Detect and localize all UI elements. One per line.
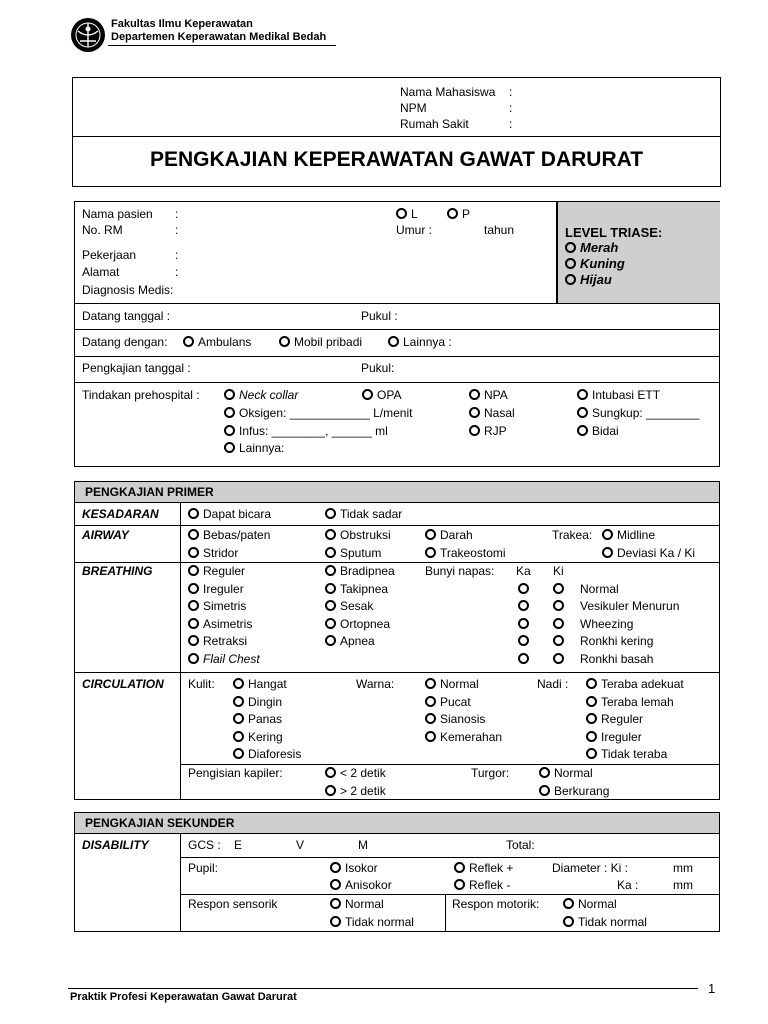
sensory-abnormal-option[interactable]: Tidak normal — [330, 915, 414, 929]
radio-icon — [233, 696, 244, 707]
radio-icon — [586, 748, 597, 759]
radio-icon — [325, 618, 336, 629]
divider — [180, 894, 720, 895]
radio-icon — [425, 731, 436, 742]
arrival-private-car-option[interactable]: Mobil pribadi — [279, 335, 362, 349]
diameter-right-unit: mm — [673, 878, 693, 892]
sound-normal-ka[interactable] — [518, 582, 533, 596]
radio-icon — [565, 242, 576, 253]
capillary-more-2-option[interactable]: > 2 detik — [325, 784, 386, 798]
radio-icon — [553, 600, 564, 611]
radio-icon — [539, 767, 550, 778]
radio-icon — [425, 713, 436, 724]
divider — [74, 525, 720, 526]
radio-icon — [563, 898, 574, 909]
radio-icon — [586, 696, 597, 707]
airway-blood-option[interactable]: Darah — [425, 528, 473, 542]
arrival-time-label: Pukul : — [361, 309, 398, 323]
radio-icon — [188, 508, 199, 519]
age-label: Umur : — [396, 223, 432, 237]
airway-tracheostomy-option[interactable]: Trakeostomi — [425, 546, 506, 560]
divider — [74, 672, 720, 673]
trachea-midline-option[interactable]: Midline — [602, 528, 655, 542]
sensory-normal-option[interactable]: Normal — [330, 897, 384, 911]
sound-wet-rhonchi-label: Ronkhi basah — [580, 652, 654, 666]
divider — [74, 303, 720, 304]
radio-icon — [586, 678, 597, 689]
student-hospital-label: Rumah Sakit — [400, 117, 469, 131]
neck-collar-option[interactable]: Neck collar — [224, 388, 298, 402]
university-logo-icon — [70, 17, 106, 53]
student-npm-label: NPM — [400, 101, 427, 115]
radio-icon — [518, 600, 529, 611]
turgor-label: Turgor: — [471, 766, 510, 780]
apnea-option[interactable]: Apnea — [325, 634, 375, 648]
pulse-label: Nadi : — [537, 677, 569, 691]
record-number-label: No. RM — [82, 223, 123, 237]
radio-icon — [602, 529, 613, 540]
airway-stridor-option[interactable]: Stridor — [188, 546, 238, 560]
circulation-label: CIRCULATION — [82, 677, 164, 691]
radio-icon — [454, 862, 465, 873]
radio-icon — [388, 336, 399, 347]
sensory-response-label: Respon sensorik — [188, 897, 278, 911]
radio-icon — [447, 208, 458, 219]
radio-icon — [577, 407, 588, 418]
pupil-isocor-option[interactable]: Isokor — [330, 861, 378, 875]
colon: : — [175, 265, 179, 279]
radio-icon — [518, 618, 529, 629]
sound-normal-ki[interactable] — [553, 582, 568, 596]
radio-icon — [325, 583, 336, 594]
disability-label: DISABILITY — [82, 838, 149, 852]
arrival-date-label: Datang tanggal : — [82, 309, 171, 323]
sex-male-option[interactable]: L — [396, 207, 418, 221]
motor-normal-option[interactable]: Normal — [563, 897, 617, 911]
breathing-label: BREATHING — [82, 564, 153, 578]
cpr-option[interactable]: RJP — [469, 424, 507, 438]
divider — [74, 562, 720, 563]
sound-dry-rhonchi-ki[interactable] — [553, 634, 568, 648]
radio-icon — [279, 336, 290, 347]
skin-label: Kulit: — [188, 677, 215, 691]
radio-icon — [233, 731, 244, 742]
opa-option[interactable]: OPA — [362, 388, 401, 402]
radio-icon — [330, 898, 341, 909]
arrival-other-option[interactable]: Lainnya : — [388, 335, 452, 349]
color-label: Warna: — [356, 677, 395, 691]
reflex-negative-option[interactable]: Reflek - — [454, 878, 510, 892]
npa-option[interactable]: NPA — [469, 388, 508, 402]
radio-icon — [425, 678, 436, 689]
breathing-regular-option[interactable]: Reguler — [188, 564, 245, 578]
oxygen-option[interactable]: Oksigen: ____________ L/menit — [224, 406, 412, 420]
colon: : — [509, 85, 513, 99]
pulse-adequate-option[interactable]: Teraba adekuat — [586, 677, 684, 691]
arrival-mode-label: Datang dengan: — [82, 335, 168, 349]
tachypnea-option[interactable]: Takipnea — [325, 582, 388, 596]
gcs-eye-label: E — [234, 838, 243, 852]
trachea-deviation-option[interactable]: Deviasi Ka / Ki — [602, 546, 695, 560]
pupil-anisocor-option[interactable]: Anisokor — [330, 878, 392, 892]
divider — [445, 894, 446, 932]
footer-rule — [68, 988, 698, 989]
gcs-label: GCS : — [188, 838, 221, 852]
radio-icon — [183, 336, 194, 347]
other-action-option[interactable]: Lainnya: — [224, 441, 284, 455]
divider — [74, 329, 720, 330]
left-label: Ki — [553, 564, 564, 578]
color-reddish-option[interactable]: Kemerahan — [425, 730, 502, 744]
page-number: 1 — [708, 981, 716, 996]
airway-label: AIRWAY — [82, 528, 129, 542]
radio-icon — [553, 618, 564, 629]
arrival-ambulance-option[interactable]: Ambulans — [183, 335, 251, 349]
airway-sputum-option[interactable]: Sputum — [325, 546, 381, 560]
skin-warm-option[interactable]: Hangat — [233, 677, 287, 691]
dyspnea-option[interactable]: Sesak — [325, 599, 373, 613]
radio-icon — [224, 407, 235, 418]
radio-icon — [224, 425, 235, 436]
radio-icon — [518, 635, 529, 646]
radio-icon — [518, 583, 529, 594]
page-title: PENGKAJIAN KEPERAWATAN GAWAT DARURAT — [149, 148, 644, 171]
capillary-less-2-option[interactable]: < 2 detik — [325, 766, 386, 780]
bradypnea-option[interactable]: Bradipnea — [325, 564, 395, 578]
sound-vesicular-label: Vesikuler Menurun — [580, 599, 680, 613]
gcs-motor-label: M — [358, 838, 368, 852]
radio-icon — [224, 442, 235, 453]
radio-icon — [362, 389, 373, 400]
faculty-name: Fakultas Ilmu Keperawatan — [111, 18, 253, 30]
radio-icon — [602, 547, 613, 558]
radio-icon — [188, 635, 199, 646]
divider — [74, 382, 720, 383]
infusion-option[interactable]: Infus: ________, ______ ml — [224, 424, 388, 438]
sound-wet-rhonchi-ka[interactable] — [518, 652, 533, 666]
skin-cold-option[interactable]: Dingin — [233, 695, 282, 709]
radio-icon — [325, 547, 336, 558]
right-label: Ka — [516, 564, 531, 578]
unconscious-option[interactable]: Tidak sadar — [325, 507, 402, 521]
radio-icon — [469, 389, 480, 400]
radio-icon — [563, 916, 574, 927]
intubation-option[interactable]: Intubasi ETT — [577, 388, 660, 402]
pupil-label: Pupil: — [188, 861, 219, 875]
radio-icon — [586, 731, 597, 742]
sound-dry-rhonchi-label: Ronkhi kering — [580, 634, 654, 648]
radio-icon — [233, 678, 244, 689]
divider — [74, 356, 720, 357]
colon: : — [175, 248, 179, 262]
pulse-weak-option[interactable]: Teraba lemah — [586, 695, 674, 709]
airway-obstruction-option[interactable]: Obstruksi — [325, 528, 391, 542]
radio-icon — [233, 748, 244, 759]
occupation-label: Pekerjaan — [82, 248, 137, 262]
sound-vesicular-ki[interactable] — [553, 599, 568, 613]
radio-icon — [454, 879, 465, 890]
capillary-refill-label: Pengisian kapiler: — [188, 766, 283, 780]
skin-dry-option[interactable]: Kering — [233, 730, 283, 744]
footer-text: Praktik Profesi Keperawatan Gawat Darurat — [70, 991, 297, 1003]
radio-icon — [330, 879, 341, 890]
radio-icon — [469, 407, 480, 418]
radio-icon — [553, 583, 564, 594]
radio-icon — [577, 389, 588, 400]
gcs-total-label: Total: — [506, 838, 535, 852]
divider — [180, 764, 720, 765]
motor-response-label: Respon motorik: — [452, 897, 540, 911]
gcs-verbal-label: V — [296, 838, 305, 852]
age-unit: tahun — [484, 223, 515, 237]
diameter-right-label: Ka : — [617, 878, 639, 892]
divider — [180, 834, 181, 932]
breathing-symmetric-option[interactable]: Simetris — [188, 599, 246, 613]
assessment-time-label: Pukul: — [361, 361, 395, 375]
radio-icon — [325, 565, 336, 576]
skin-hot-option[interactable]: Panas — [233, 712, 282, 726]
secondary-section-header: PENGKAJIAN SEKUNDER — [74, 812, 720, 834]
prehospital-label: Tindakan prehospital : — [82, 388, 200, 402]
radio-icon — [325, 529, 336, 540]
triage-title: LEVEL TRIASE: — [565, 225, 663, 240]
airway-clear-option[interactable]: Bebas/paten — [188, 528, 270, 542]
sound-wheezing-ki[interactable] — [553, 617, 568, 631]
colon: : — [509, 117, 513, 131]
radio-icon — [577, 425, 588, 436]
patient-name-label: Nama pasien — [82, 207, 153, 221]
can-speak-option[interactable]: Dapat bicara — [188, 507, 271, 521]
radio-icon — [330, 862, 341, 873]
radio-icon — [188, 547, 199, 558]
color-cyanosis-option[interactable]: Sianosis — [425, 712, 485, 726]
radio-icon — [396, 208, 407, 219]
assessment-date-label: Pengkajian tanggal : — [82, 361, 191, 375]
color-normal-option[interactable]: Normal — [425, 677, 479, 691]
diameter-left-label: Diameter : Ki : — [552, 861, 629, 875]
radio-icon — [188, 565, 199, 576]
radio-icon — [188, 618, 199, 629]
pulse-regular-option[interactable]: Reguler — [586, 712, 643, 726]
radio-icon — [425, 529, 436, 540]
breathing-asymmetric-option[interactable]: Asimetris — [188, 617, 252, 631]
skin-diaphoresis-option[interactable]: Diaforesis — [233, 747, 301, 761]
sound-dry-rhonchi-ka[interactable] — [518, 634, 533, 648]
address-label: Alamat — [82, 265, 120, 279]
radio-icon — [469, 425, 480, 436]
sound-normal-label: Normal — [580, 582, 619, 596]
radio-icon — [325, 508, 336, 519]
turgor-normal-option[interactable]: Normal — [539, 766, 593, 780]
divider — [180, 503, 181, 800]
pulse-absent-option[interactable]: Tidak teraba — [586, 747, 667, 761]
splint-option[interactable]: Bidai — [577, 424, 619, 438]
nasal-option[interactable]: Nasal — [469, 406, 515, 420]
colon: : — [509, 101, 513, 115]
radio-icon — [224, 389, 235, 400]
breathing-retraction-option[interactable]: Retraksi — [188, 634, 247, 648]
radio-icon — [188, 600, 199, 611]
radio-icon — [553, 653, 564, 664]
orthopnea-option[interactable]: Ortopnea — [325, 617, 390, 631]
radio-icon — [425, 547, 436, 558]
radio-icon — [586, 713, 597, 724]
title-divider — [72, 136, 721, 137]
primary-section-header: PENGKAJIAN PRIMER — [74, 481, 720, 503]
color-pale-option[interactable]: Pucat — [425, 695, 471, 709]
mask-option[interactable]: Sungkup: ________ — [577, 406, 699, 420]
motor-abnormal-option[interactable]: Tidak normal — [563, 915, 647, 929]
radio-icon — [325, 767, 336, 778]
breathing-irregular-option[interactable]: Ireguler — [188, 582, 244, 596]
diagnosis-label: Diagnosis Medis: — [82, 283, 174, 297]
sex-female-option[interactable]: P — [447, 207, 470, 221]
triage-red-option[interactable]: Merah — [565, 240, 618, 255]
radio-icon — [518, 653, 529, 664]
radio-icon — [325, 635, 336, 646]
radio-icon — [539, 785, 550, 796]
radio-icon — [565, 258, 576, 269]
pulse-irregular-option[interactable]: Ireguler — [586, 730, 642, 744]
department-name: Departemen Keperawatan Medikal Bedah — [111, 31, 327, 43]
radio-icon — [325, 785, 336, 796]
divider — [556, 201, 557, 303]
divider — [180, 857, 720, 858]
breath-sounds-label: Bunyi napas: — [425, 564, 495, 578]
colon: : — [175, 223, 179, 237]
turgor-reduced-option[interactable]: Berkurang — [539, 784, 609, 798]
radio-icon — [425, 696, 436, 707]
flail-chest-option[interactable]: Flail Chest — [188, 652, 260, 666]
sound-wheezing-label: Wheezing — [580, 617, 634, 631]
radio-icon — [330, 916, 341, 927]
radio-icon — [188, 653, 199, 664]
sound-wheezing-ka[interactable] — [518, 617, 533, 631]
colon: : — [175, 207, 179, 221]
radio-icon — [325, 600, 336, 611]
radio-icon — [553, 635, 564, 646]
sound-vesicular-ka[interactable] — [518, 599, 533, 613]
reflex-positive-option[interactable]: Reflek + — [454, 861, 513, 875]
kesadaran-label: KESADARAN — [82, 507, 159, 521]
radio-icon — [565, 274, 576, 285]
radio-icon — [233, 713, 244, 724]
sound-wet-rhonchi-ki[interactable] — [553, 652, 568, 666]
student-name-label: Nama Mahasiswa — [400, 85, 496, 99]
diameter-left-unit: mm — [673, 861, 693, 875]
header-rule — [108, 45, 336, 46]
triage-green-option[interactable]: Hijau — [565, 272, 612, 287]
triage-yellow-option[interactable]: Kuning — [565, 256, 625, 271]
trachea-label: Trakea: — [552, 528, 593, 542]
radio-icon — [188, 529, 199, 540]
radio-icon — [188, 583, 199, 594]
